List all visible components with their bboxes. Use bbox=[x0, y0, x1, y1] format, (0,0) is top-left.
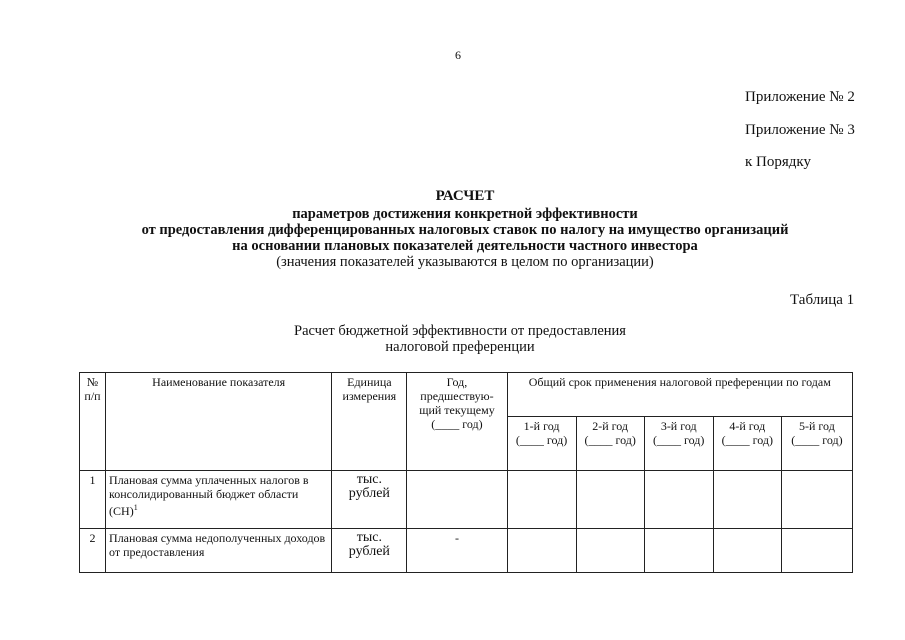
header-year-1 bbox=[507, 417, 576, 471]
row-1-footnote: 1 bbox=[133, 503, 138, 512]
year-2-sub: (____ год) bbox=[584, 433, 636, 447]
year-5-sub: (____ год) bbox=[791, 433, 843, 447]
title-note: (значения показателей указываются в целом по организации) bbox=[276, 254, 654, 270]
row-1-name-text: Плановая сумма уплаченных налогов в консолидированный бюджет области (СН) bbox=[109, 473, 309, 518]
year-3-label: 3-й год bbox=[660, 419, 697, 433]
table-row bbox=[80, 529, 853, 573]
year-5-label: 5-й год bbox=[799, 419, 835, 433]
header-prev-year-line-2: предшествую- bbox=[420, 389, 494, 403]
row-1-prev-year bbox=[407, 471, 507, 529]
row-2-unit-line-1: тыс. bbox=[356, 530, 382, 545]
header-unit-line-1: Единица bbox=[347, 375, 392, 389]
row-2-year-5 bbox=[781, 529, 852, 573]
row-1-year-5 bbox=[781, 471, 852, 529]
row-2-unit-line-2: рублей bbox=[348, 544, 390, 559]
row-1-num: 1 bbox=[80, 471, 106, 529]
page-number: 6 bbox=[455, 48, 461, 62]
row-1-year-3 bbox=[644, 471, 713, 529]
row-2-unit bbox=[332, 529, 407, 573]
row-2-year-2 bbox=[576, 529, 644, 573]
row-2-prev-year: - bbox=[407, 529, 507, 573]
header-total-period: Общий срок применения налоговой преференции по годам bbox=[507, 373, 852, 417]
header-num-line-1: № bbox=[86, 375, 99, 389]
efficiency-table bbox=[79, 372, 853, 573]
row-1-name bbox=[106, 471, 332, 529]
row-2-name: Плановая сумма недополученных доходов от предоставления bbox=[106, 529, 332, 573]
table-row bbox=[80, 471, 853, 529]
appendix-line-3: к Порядку bbox=[745, 154, 811, 170]
year-1-sub: (____ год) bbox=[515, 433, 568, 447]
caption-line-1: Расчет бюджетной эффективности от предоставления bbox=[294, 323, 626, 339]
header-num-line-2: п/п bbox=[84, 389, 101, 403]
row-2-year-3 bbox=[644, 529, 713, 573]
row-2-year-4 bbox=[713, 529, 781, 573]
header-name: Наименование показателя bbox=[106, 373, 332, 471]
header-prev-year-line-1: Год, bbox=[446, 375, 468, 389]
year-4-sub: (____ год) bbox=[721, 433, 773, 447]
header-year-5 bbox=[781, 417, 852, 471]
year-1-label: 1-й год bbox=[523, 419, 560, 433]
year-2-label: 2-й год bbox=[592, 419, 629, 433]
appendix-line-2: Приложение № 3 bbox=[745, 122, 855, 138]
header-prev-year bbox=[407, 373, 507, 471]
header-year-3 bbox=[644, 417, 713, 471]
row-1-unit bbox=[332, 471, 407, 529]
caption-line-2: налоговой преференции bbox=[385, 339, 535, 355]
title-heading: РАСЧЕТ bbox=[435, 188, 495, 204]
row-1-year-2 bbox=[576, 471, 644, 529]
title-line-3: на основании плановых показателей деятельности частного инвестора bbox=[232, 238, 698, 254]
row-2-year-1 bbox=[507, 529, 576, 573]
title-line-2: от предоставления дифференцированных налоговых ставок по налогу на имущество организаций bbox=[141, 222, 789, 238]
appendix-line-1: Приложение № 2 bbox=[745, 89, 855, 105]
row-1-year-4 bbox=[713, 471, 781, 529]
table-label: Таблица 1 bbox=[790, 292, 855, 308]
header-unit bbox=[332, 373, 407, 471]
row-1-year-1 bbox=[507, 471, 576, 529]
header-prev-year-line-3: щий текущему bbox=[419, 403, 495, 417]
row-1-unit-line-2: рублей bbox=[348, 486, 390, 501]
title-line-1: параметров достижения конкретной эффективности bbox=[292, 206, 638, 222]
header-prev-year-line-4: (____ год) bbox=[431, 417, 483, 431]
header-num bbox=[80, 373, 106, 471]
document-title bbox=[60, 187, 870, 271]
year-4-label: 4-й год bbox=[729, 419, 766, 433]
row-2-num: 2 bbox=[80, 529, 106, 573]
header-year-4 bbox=[713, 417, 781, 471]
year-3-sub: (____ год) bbox=[653, 433, 705, 447]
header-year-2 bbox=[576, 417, 644, 471]
header-unit-line-2: измерения bbox=[342, 389, 397, 403]
row-1-unit-line-1: тыс. bbox=[356, 472, 382, 487]
table-caption bbox=[260, 323, 660, 355]
